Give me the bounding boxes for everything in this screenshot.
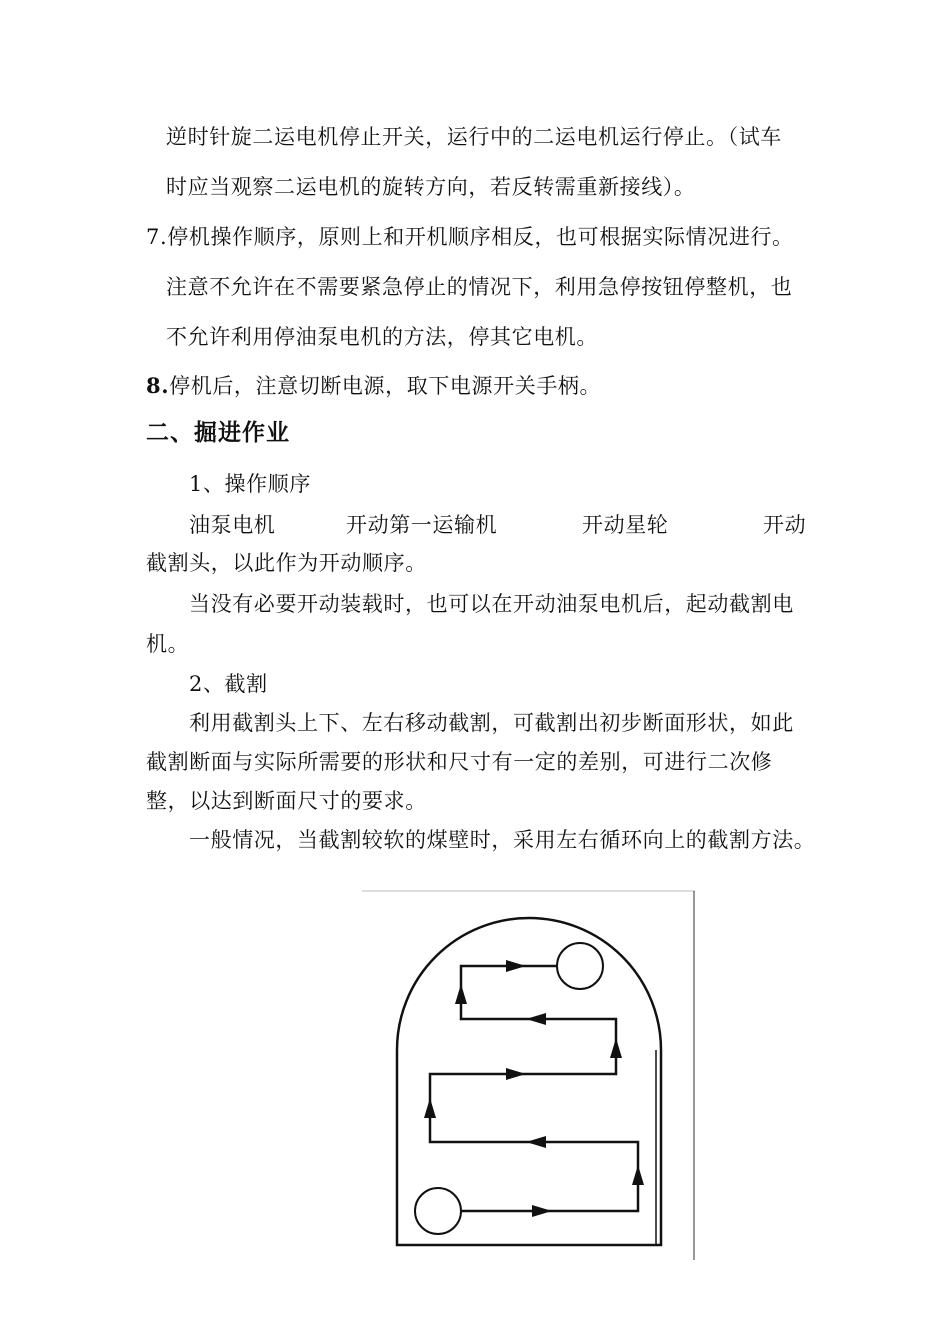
sequence-step: 开动第一运输机	[346, 513, 498, 537]
subsection-title: 2、截割	[189, 672, 268, 696]
end-position-circle	[557, 943, 603, 989]
paragraph-line: 当没有必要开动装载时，也可以在开动油泵电机后，起动截割电	[189, 592, 794, 616]
arrow-right-icon	[532, 1205, 552, 1217]
list-text: 停机操作顺序，原则上和开机顺序相反，也可根据实际情况进行。	[167, 225, 794, 249]
paragraph-line: 逆时针旋二运电机停止开关，运行中的二运电机运行停止。（试车	[166, 125, 782, 149]
paragraph-line: 利用截割头上下、左右移动截割，可截割出初步断面形状，如此	[189, 711, 794, 735]
sequence-step: 油泵电机	[189, 513, 276, 537]
paragraph-line: 截割断面与实际所需要的形状和尺寸有一定的差别，可进行二次修	[146, 750, 773, 774]
arrow-left-icon	[526, 1013, 546, 1025]
arrow-up-icon	[424, 1098, 436, 1118]
paragraph-line: 整，以达到断面尺寸的要求。	[146, 789, 427, 813]
arrow-right-icon	[506, 1068, 526, 1080]
operation-sequence	[189, 511, 807, 539]
subsection-title: 1、操作顺序	[189, 472, 311, 496]
section-heading: 二、掘进作业	[146, 420, 290, 446]
paragraph-line: 注意不允许在不需要紧急停止的情况下，利用急停按钮停整机，也	[166, 275, 793, 299]
sequence-step: 开动	[763, 513, 807, 537]
paragraph-line: 截割头，以此作为开动顺序。	[146, 551, 427, 575]
list-item-8	[146, 372, 601, 400]
list-item-7	[146, 223, 794, 251]
cutting-path-diagram	[360, 888, 700, 1263]
paragraph-line: 一般情况，当截割较软的煤壁时，采用左右循环向上的截割方法。	[189, 828, 816, 852]
list-number: 8.	[146, 373, 170, 398]
start-position-circle	[415, 1188, 461, 1234]
arrow-right-icon	[506, 960, 526, 972]
arrow-up-icon	[455, 984, 467, 1004]
arrow-up-icon	[632, 1165, 644, 1185]
sequence-step: 开动星轮	[582, 513, 669, 537]
list-number: 7.	[146, 225, 168, 249]
arrow-up-icon	[610, 1038, 622, 1058]
list-text: 停机后，注意切断电源，取下电源开关手柄。	[169, 374, 602, 398]
paragraph-line: 不允许利用停油泵电机的方法，停其它电机。	[166, 325, 598, 349]
paragraph-line: 时应当观察二运电机的旋转方向，若反转需重新接线）。	[166, 175, 696, 199]
paragraph-line: 机。	[146, 632, 190, 656]
arrow-left-icon	[526, 1136, 546, 1148]
